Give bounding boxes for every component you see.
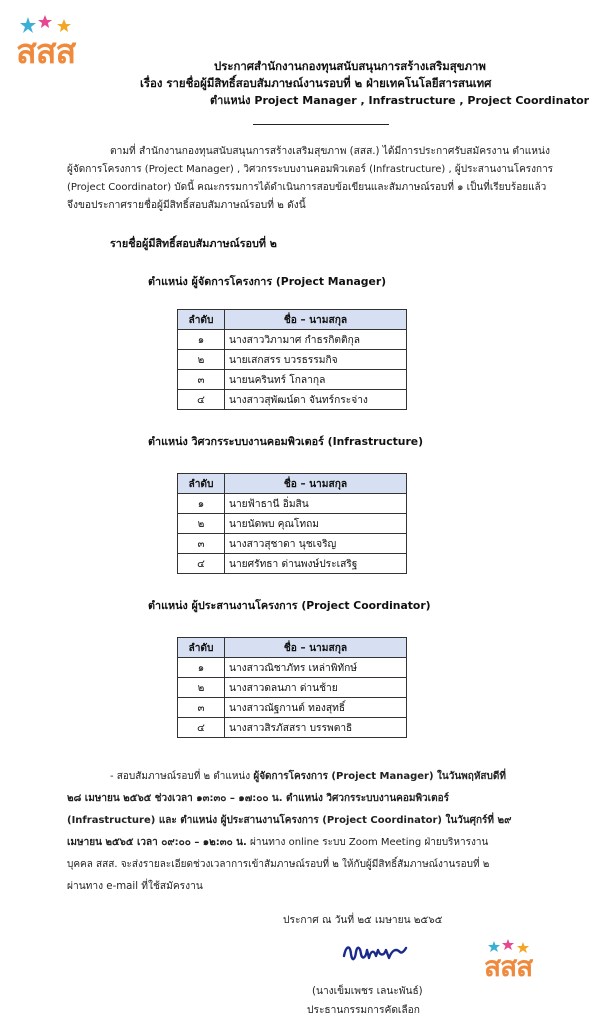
row-order: ๒ bbox=[178, 350, 225, 370]
row-name: นางสาวณัฐกานต์ ทองสุทธิ์ bbox=[225, 698, 407, 718]
row-name: นางสาวสุชาดา นุชเจริญ bbox=[225, 534, 407, 554]
table-row bbox=[178, 658, 407, 678]
row-order: ๔ bbox=[178, 390, 225, 410]
table-infrastructure bbox=[177, 473, 407, 574]
section-title-project-manager: ตำแหน่ง ผู้จัดการโครงการ (Project Manager) bbox=[148, 275, 387, 288]
row-order: ๓ bbox=[178, 370, 225, 390]
header-line-2: เรื่อง รายชื่อผู้มีสิทธิ์สอบสัมภาษณ์งานรอบที่ ๒ ฝ่ายเทคโนโลยีสารสนเทศ bbox=[140, 76, 492, 90]
notice-line-1-bold: ผู้จัดการโครงการ (Project Manager) ในวันพฤหัสบดีที่ bbox=[253, 771, 506, 782]
row-name: นางสาวสุพัฒน์ดา จันทร์กระจ่าง bbox=[225, 390, 407, 410]
notice-line-6: ผ่านทาง e-mail ที่ใช้สมัครงาน bbox=[67, 881, 203, 892]
notice-line-5: บุคคล สสส. จะส่งรายละเอียดช่วงเวลาการเข้าสัมภาษณ์รอบที่ ๒ ให้กับผู้มีสิทธิ์สัมภาษณ์งานรอบที่ ๒ bbox=[67, 859, 490, 870]
handwritten-signature-icon bbox=[340, 938, 410, 968]
table-row bbox=[178, 514, 407, 534]
logo-text: สสส bbox=[484, 950, 533, 983]
row-order: ๔ bbox=[178, 554, 225, 574]
table-header-row bbox=[178, 310, 407, 330]
col-order-header: ลำดับ bbox=[178, 310, 225, 330]
col-name-header: ชื่อ – นามสกุล bbox=[225, 474, 407, 494]
col-name-header: ชื่อ – นามสกุล bbox=[225, 638, 407, 658]
intro-line-2: ผู้จัดการโครงการ (Project Manager) , วิศวกรระบบงานคอมพิวเตอร์ (Infrastructure) , ผู้ประสานงานโครงการ bbox=[67, 164, 554, 175]
row-name: นางสาววิภามาศ กำธรกิตติกุล bbox=[225, 330, 407, 350]
table-row bbox=[178, 718, 407, 738]
table-row bbox=[178, 678, 407, 698]
table-row bbox=[178, 698, 407, 718]
col-order-header: ลำดับ bbox=[178, 474, 225, 494]
signatory-position: ประธานกรรมการคัดเลือก bbox=[307, 1005, 420, 1016]
table-row bbox=[178, 390, 407, 410]
row-name: นายศรัทธา ด่านพงษ์ประเสริฐ bbox=[225, 554, 407, 574]
section-title-project-coordinator: ตำแหน่ง ผู้ประสานงานโครงการ (Project Coordinator) bbox=[148, 599, 431, 612]
table-project-coordinator bbox=[177, 637, 407, 738]
row-name: นายฟ้าธานี อิ่มสิน bbox=[225, 494, 407, 514]
sss-logo-top bbox=[14, 14, 106, 76]
notice-line-4-bold: เมษายน ๒๕๖๕ เวลา ๐๙:๐๐ – ๑๒:๓๐ น. bbox=[67, 837, 247, 848]
row-name: นางสาวสิรภัสสรา บรรพตาธิ bbox=[225, 718, 407, 738]
intro-line-1: ตามที่ สำนักงานกองทุนสนับสนุนการสร้างเสริมสุขภาพ (สสส.) ได้มีการประกาศรับสมัครงาน ตำแหน่ง bbox=[110, 146, 550, 157]
section-title-infrastructure: ตำแหน่ง วิศวกรระบบงานคอมพิวเตอร์ (Infrastructure) bbox=[148, 435, 424, 448]
table-header-row bbox=[178, 474, 407, 494]
notice-line-4-rest: ผ่านทาง online ระบบ Zoom Meeting ฝ่ายบริหารงาน bbox=[246, 837, 489, 848]
row-order: ๓ bbox=[178, 534, 225, 554]
signature-image bbox=[340, 938, 410, 968]
table-row bbox=[178, 370, 407, 390]
notice-line-1-prefix: - สอบสัมภาษณ์รอบที่ ๒ ตำแหน่ง bbox=[110, 771, 254, 782]
row-order: ๑ bbox=[178, 494, 225, 514]
table-row bbox=[178, 350, 407, 370]
header-line-3: ตำแหน่ง Project Manager , Infrastructure , Project Coordinator bbox=[210, 94, 590, 107]
sss-logo-bottom bbox=[482, 938, 558, 986]
row-order: ๒ bbox=[178, 678, 225, 698]
table-project-manager bbox=[177, 309, 407, 410]
row-name: นางสาวดลนภา ด่านช้าย bbox=[225, 678, 407, 698]
row-order: ๒ bbox=[178, 514, 225, 534]
col-name-header: ชื่อ – นามสกุล bbox=[225, 310, 407, 330]
row-name: นายเสกสรร บวรธรรมกิจ bbox=[225, 350, 407, 370]
table-row bbox=[178, 534, 407, 554]
notice-line-3: (Infrastructure) และ ตำแหน่ง ผู้ประสานงานโครงการ (Project Coordinator) ในวันศุกร์ที่ ๒๙ bbox=[67, 815, 512, 826]
signatory-name: (นางเข็มเพชร เลนะพันธ์) bbox=[312, 986, 423, 997]
row-order: ๔ bbox=[178, 718, 225, 738]
header-line-1: ประกาศสำนักงานกองทุนสนับสนุนการสร้างเสริมสุขภาพ bbox=[214, 59, 486, 73]
logo-text: สสส bbox=[16, 32, 76, 72]
header-divider bbox=[253, 124, 389, 125]
table-row bbox=[178, 554, 407, 574]
col-order-header: ลำดับ bbox=[178, 638, 225, 658]
intro-line-3: (Project Coordinator) บัดนี้ คณะกรรมการได้ดำเนินการสอบข้อเขียนและสัมภาษณ์รอบที่ ๑ เป็นที่เรียบร้อยแล้ว bbox=[67, 182, 547, 193]
row-name: นายนครินทร์ โกลากุล bbox=[225, 370, 407, 390]
table-header-row bbox=[178, 638, 407, 658]
row-order: ๑ bbox=[178, 330, 225, 350]
row-order: ๓ bbox=[178, 698, 225, 718]
row-name: นางสาวณิชาภัทร เหล่าพิทักษ์ bbox=[225, 658, 407, 678]
row-name: นายนัดพบ คุณโทถม bbox=[225, 514, 407, 534]
announce-date: ประกาศ ณ วันที่ ๒๕ เมษายน ๒๕๖๕ bbox=[283, 915, 443, 926]
table-row bbox=[178, 494, 407, 514]
notice-line-4 bbox=[67, 834, 488, 853]
table-row bbox=[178, 330, 407, 350]
intro-line-4: จึงขอประกาศรายชื่อผู้มีสิทธิ์สอบสัมภาษณ์รอบที่ ๒ ดังนี้ bbox=[67, 200, 306, 211]
notice-line-1 bbox=[110, 768, 506, 787]
list-title: รายชื่อผู้มีสิทธิ์สอบสัมภาษณ์รอบที่ ๒ bbox=[110, 237, 277, 250]
notice-line-2: ๒๘ เมษายน ๒๕๖๕ ช่วงเวลา ๑๓:๓๐ – ๑๗:๐๐ น. ตำแหน่ง วิศวกรระบบงานคอมพิวเตอร์ bbox=[67, 793, 449, 804]
row-order: ๑ bbox=[178, 658, 225, 678]
